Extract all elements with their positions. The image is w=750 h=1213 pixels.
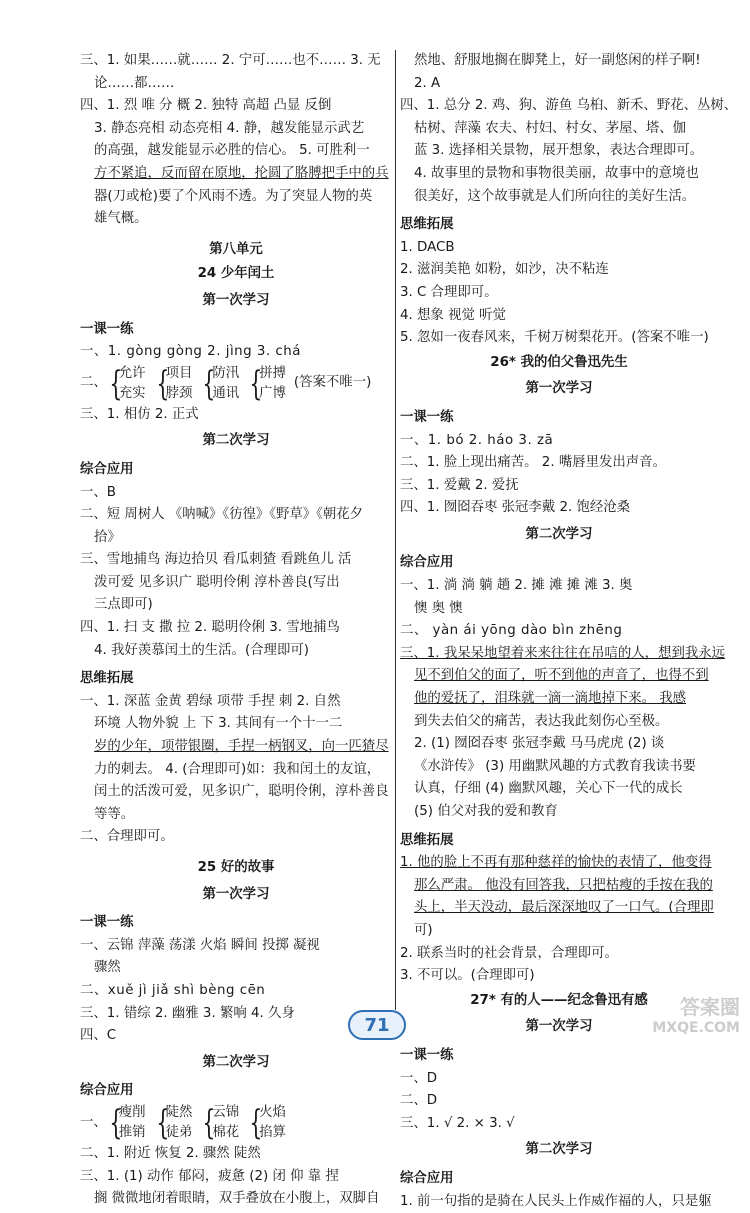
answer-line: 枯树、萍藻 农夫、村妇、村女、茅屋、塔、伽 — [400, 118, 718, 141]
watermark-url: MXQE.COM — [652, 1020, 740, 1036]
answer-line: 他的爱抚了，泪珠就一滴一滴地掉下来。 我感 — [400, 688, 718, 711]
answer-line: 三、1. √ 2. × 3. √ — [400, 1113, 718, 1136]
answer-line: 三、1. 如果……就…… 2. 宁可……也不…… 3. 无 — [80, 50, 392, 73]
answer-line: 岁的少年，项带银圈，手捏一柄钢叉，向一匹猹尽 — [80, 736, 392, 759]
answer-line: 二、xuě jì jiǎ shì bèng cēn — [80, 980, 392, 1003]
word-pair — [166, 364, 193, 404]
word-pair — [212, 364, 239, 404]
answer-line: 二、合理即可。 — [80, 826, 392, 849]
answer-line: 一、B — [80, 482, 392, 505]
answer-line: 见不到伯父的面了，听不到他的声音了，也得不到 — [400, 665, 718, 688]
study-heading: 第一次学习 — [80, 884, 392, 907]
answer-line: 骤然 — [80, 957, 392, 980]
answer-line: 2. A — [400, 73, 718, 96]
answer-line: 一、1. gòng gòng 2. jìng 3. chá — [80, 341, 392, 364]
answer-line: 1. 前一句指的是骑在人民头上作威作福的人，只是躯 — [400, 1191, 718, 1213]
section-heading: 综合应用 — [80, 459, 392, 482]
word: 防汛 — [212, 364, 239, 384]
page-number: 71 — [364, 1015, 389, 1036]
study-heading: 第一次学习 — [400, 1016, 718, 1039]
study-heading: 第二次学习 — [80, 430, 392, 453]
section-heading: 一课一练 — [400, 1045, 718, 1068]
answer-line: 那么严肃。 他没有回答我，只把枯瘦的手按在我的 — [400, 875, 718, 898]
word-pair-group — [80, 364, 392, 404]
word: 陡然 — [166, 1103, 193, 1123]
word: 脖颈 — [166, 384, 193, 404]
answer-line: 闰土的活泼可爱，见多识广，聪明伶俐，淳朴善良 — [80, 781, 392, 804]
column-divider — [395, 50, 396, 1010]
word: 拼搏 — [259, 364, 286, 384]
left-brace-icon: { — [109, 364, 116, 404]
answer-line: 四、1. 烈 唯 分 概 2. 独特 高超 凸显 反倒 — [80, 95, 392, 118]
word-pair-group — [80, 1103, 392, 1143]
word-pair — [259, 364, 286, 404]
study-heading: 第一次学习 — [80, 290, 392, 313]
lesson-title: 27* 有的人——纪念鲁迅有感 — [400, 990, 718, 1013]
item-prefix: 一、 — [80, 1112, 107, 1135]
left-brace-icon: { — [250, 364, 257, 404]
answer-line: 4. 想象 视觉 听觉 — [400, 305, 718, 328]
section-heading: 一课一练 — [80, 319, 392, 342]
answer-line: 3. C 合理即可。 — [400, 282, 718, 305]
answer-line: 1. 他的脸上不再有那种慈祥的愉快的表情了，他变得 — [400, 852, 718, 875]
answer-note: (答案不唯一) — [294, 372, 371, 395]
site-watermark — [630, 991, 740, 1041]
answer-line: 三、1. (1) 动作 郁闷，疲惫 (2) 闭 仰 靠 捏 — [80, 1166, 392, 1189]
word: 充实 — [119, 384, 146, 404]
word-pair — [166, 1103, 193, 1143]
watermark-text: 答案圈 — [680, 991, 740, 1020]
answer-line: 三、1. 错综 2. 幽雅 3. 繁响 4. 久身 — [80, 1003, 392, 1026]
answer-line: 然地、舒服地搁在脚凳上，好一副悠闲的样子啊! — [400, 50, 718, 73]
word: 广博 — [259, 384, 286, 404]
answer-line: 2. 滋润美艳 如粉，如沙，决不粘连 — [400, 259, 718, 282]
answer-line: 搁 微微地闭着眼睛，双手叠放在小腹上，双脚自 — [80, 1188, 392, 1211]
word-pair — [212, 1103, 239, 1143]
answer-line: 方不紧追，反而留在原地，抡圆了胳膊把手中的兵 — [80, 163, 392, 186]
answer-line: 四、1. 总分 2. 鸡、狗、游鱼 乌桕、新禾、野花、丛树、 — [400, 95, 718, 118]
word: 项目 — [166, 364, 193, 384]
answer-line: 二、1. 脸上现出痛苦。 2. 嘴唇里发出声音。 — [400, 452, 718, 475]
answer-line: 2. 联系当时的社会背景，合理即可。 — [400, 943, 718, 966]
answer-line: 器(刀或枪)要了个风雨不透。为了突显人物的英 — [80, 186, 392, 209]
section-heading: 综合应用 — [400, 1168, 718, 1191]
section-heading: 思维拓展 — [400, 830, 718, 853]
section-heading: 思维拓展 — [400, 214, 718, 237]
word: 推销 — [119, 1123, 146, 1143]
answer-line: 懊 奥 懊 — [400, 598, 718, 621]
answer-line: 雄气概。 — [80, 208, 392, 231]
answer-line: 三点即可) — [80, 594, 392, 617]
answer-line: 5. 忽如一夜春风来，千树万树梨花开。(答案不唯一) — [400, 327, 718, 350]
answer-line: 认真，仔细 (4) 幽默风趣，关心下一代的成长 — [400, 778, 718, 801]
word: 允许 — [119, 364, 146, 384]
answer-line: 3. 静态亮相 动态亮相 4. 静，越发能显示武艺 — [80, 118, 392, 141]
study-heading: 第二次学习 — [400, 524, 718, 547]
section-heading: 思维拓展 — [80, 668, 392, 691]
section-heading: 综合应用 — [80, 1080, 392, 1103]
answer-line: 一、1. 深蓝 金黄 碧绿 项带 手捏 刺 2. 自然 — [80, 691, 392, 714]
section-heading: 一课一练 — [80, 912, 392, 935]
answer-line: 一、1. 淌 淌 躺 趟 2. 摊 滩 摊 滩 3. 奥 — [400, 575, 718, 598]
answer-line: 1. DACB — [400, 237, 718, 260]
left-brace-icon: { — [203, 364, 210, 404]
answer-line: 3. 不可以。(合理即可) — [400, 965, 718, 988]
left-brace-icon: { — [109, 1103, 116, 1143]
lesson-title: 26* 我的伯父鲁迅先生 — [400, 352, 718, 375]
lesson-title: 24 少年闰土 — [80, 263, 392, 286]
answer-line: 头上，半天没动，最后深深地叹了一口气。(合理即 — [400, 897, 718, 920]
answer-line: 等等。 — [80, 804, 392, 827]
word: 通讯 — [212, 384, 239, 404]
answer-line: 三、1. 我呆呆地望着来来往往在吊唁的人，想到我永远 — [400, 643, 718, 666]
answer-line: 二、1. 附近 恢复 2. 骤然 陡然 — [80, 1143, 392, 1166]
left-brace-icon: { — [250, 1103, 257, 1143]
answer-line: 环境 人物外貌 上 下 3. 其间有一个十一二 — [80, 713, 392, 736]
answer-line: 论……都…… — [80, 73, 392, 96]
answer-line: 三、雪地捕鸟 海边拾贝 看瓜刺猹 看跳鱼儿 活 — [80, 549, 392, 572]
section-heading: 一课一练 — [400, 407, 718, 430]
answer-line: 四、1. 囫囵吞枣 张冠李戴 2. 饱经沧桑 — [400, 497, 718, 520]
answer-line: 《水浒传》 (3) 用幽默风趣的方式教育我读书要 — [400, 756, 718, 779]
section-heading: 综合应用 — [400, 552, 718, 575]
answer-line: 4. 我好羡慕闰土的生活。(合理即可) — [80, 640, 392, 663]
answer-line: 可) — [400, 920, 718, 943]
answer-line: 一、1. bó 2. háo 3. zā — [400, 430, 718, 453]
study-heading: 第二次学习 — [400, 1139, 718, 1162]
word: 瘦削 — [119, 1103, 146, 1123]
answer-line: 二、短 周树人 《呐喊》《彷徨》《野草》《朝花夕 — [80, 504, 392, 527]
answer-line: 四、C — [80, 1025, 392, 1048]
word-pair — [119, 1103, 146, 1143]
word-pair — [259, 1103, 286, 1143]
answer-line: 4. 故事里的景物和事物很美丽，故事中的意境也 — [400, 163, 718, 186]
word: 火焰 — [259, 1103, 286, 1123]
answer-line: 到失去伯父的痛苦，表达我此刻伤心至极。 — [400, 711, 718, 734]
answer-line: 2. (1) 囫囵吞枣 张冠李戴 马马虎虎 (2) 谈 — [400, 733, 718, 756]
word: 掐算 — [259, 1123, 286, 1143]
answer-line: 的高强，越发能显示必胜的信心。 5. 可胜利一 — [80, 140, 392, 163]
answer-line: 拾》 — [80, 527, 392, 550]
left-brace-icon: { — [156, 1103, 163, 1143]
page-number-badge — [348, 1010, 406, 1040]
word-pair — [119, 364, 146, 404]
study-heading: 第二次学习 — [80, 1052, 392, 1075]
unit-title: 第八单元 — [80, 239, 392, 262]
study-heading: 第一次学习 — [400, 378, 718, 401]
answer-line: 四、1. 扫 支 撒 拉 2. 聪明伶俐 3. 雪地捕鸟 — [80, 617, 392, 640]
answer-line: 泼可爱 见多识广 聪明伶俐 淳朴善良(写出 — [80, 572, 392, 595]
answer-line: 三、1. 相仿 2. 正式 — [80, 404, 392, 427]
answer-line: 很美好，这个故事就是人们所向往的美好生活。 — [400, 186, 718, 209]
left-brace-icon: { — [203, 1103, 210, 1143]
answer-line: 一、D — [400, 1068, 718, 1091]
answer-line: 三、1. 爱戴 2. 爱抚 — [400, 475, 718, 498]
word: 徒弟 — [166, 1123, 193, 1143]
left-column — [80, 50, 392, 1211]
word: 棉花 — [212, 1123, 239, 1143]
answer-line: 二、 yàn ái yōng dào bìn zhēng — [400, 620, 718, 643]
answer-line: 力的刺去。 4. (合理即可)如：我和闰土的友谊， — [80, 759, 392, 782]
word: 云锦 — [212, 1103, 239, 1123]
item-prefix: 二、 — [80, 372, 107, 395]
lesson-title: 25 好的故事 — [80, 857, 392, 880]
answer-line: 二、D — [400, 1090, 718, 1113]
answer-line: (5) 伯父对我的爱和教育 — [400, 801, 718, 824]
answer-line: 蓝 3. 选择相关景物，展开想象，表达合理即可。 — [400, 140, 718, 163]
answer-line: 一、云锦 萍藻 荡漾 火焰 瞬间 投掷 凝视 — [80, 935, 392, 958]
left-brace-icon: { — [156, 364, 163, 404]
